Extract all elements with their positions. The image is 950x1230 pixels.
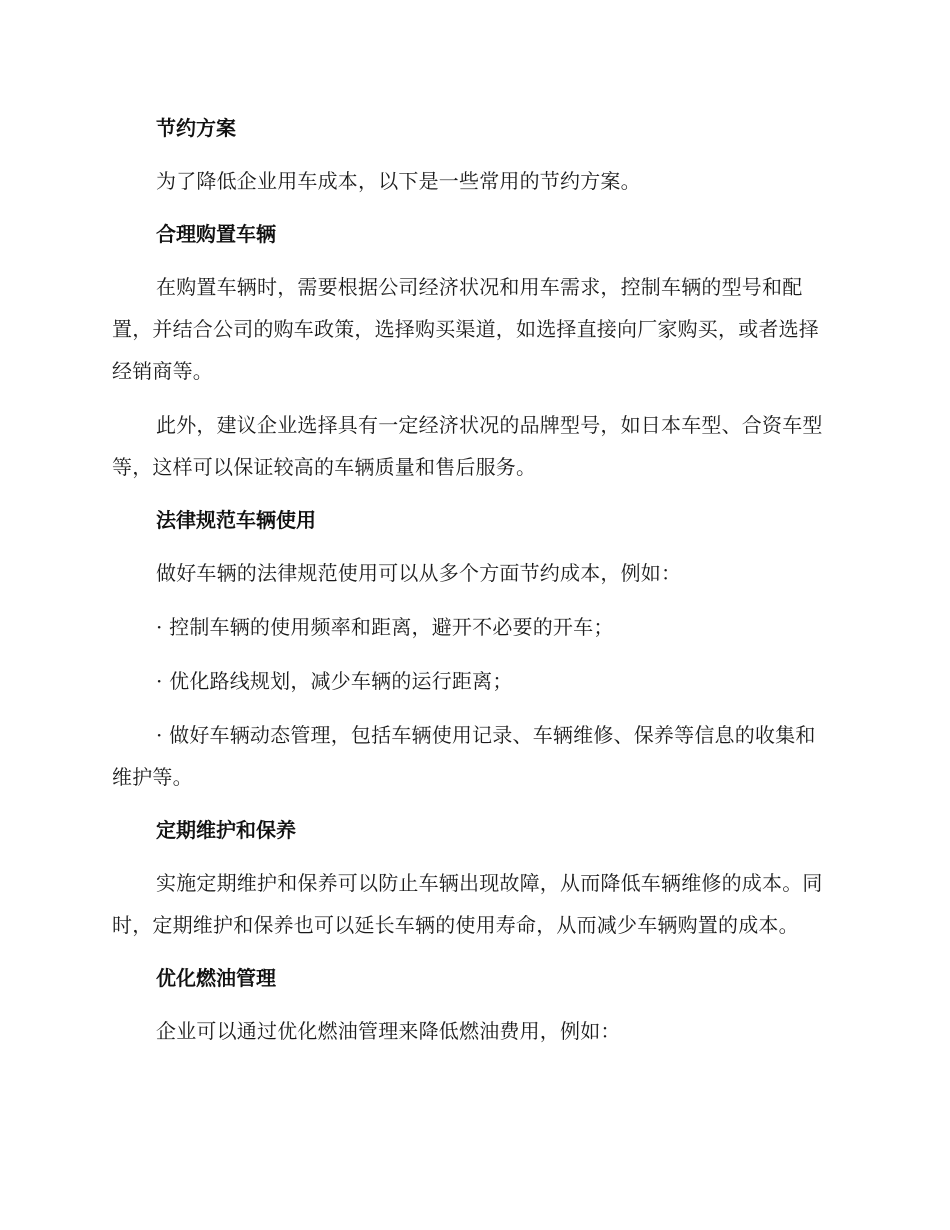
bullet-item-usage-control: · 控制车辆的使用频率和距离，避开不必要的开车； [156, 615, 614, 639]
paragraph-savings-intro: 为了降低企业用车成本，以下是一些常用的节约方案。 [156, 169, 641, 193]
paragraph-vehicle-purchase: 在购置车辆时，需要根据公司经济状况和用车需求，控制车辆的型号和配置，并结合公司的购车政策，选择购买渠道，如选择直接向厂家购买，或者选择经销商等。 [112, 275, 819, 383]
paragraph-legal-use-intro: 做好车辆的法律规范使用可以从多个方面节约成本，例如： [156, 561, 682, 585]
section-heading-maintenance: 定期维护和保养 [156, 818, 296, 842]
bullet-item-route-planning: · 优化路线规划，减少车辆的运行距离； [156, 669, 513, 693]
paragraph-maintenance: 实施定期维护和保养可以防止车辆出现故障，从而降低车辆维修的成本。同时，定期维护和保养也可以延长车辆的使用寿命，从而减少车辆购置的成本。 [112, 871, 823, 937]
section-heading-savings-plan: 节约方案 [156, 116, 236, 140]
paragraph-fuel-management: 企业可以通过优化燃油管理来降低燃油费用，例如： [156, 1019, 621, 1043]
bullet-item-dynamic-management: · 做好车辆动态管理，包括车辆使用记录、车辆维修、保养等信息的收集和维护等。 [112, 723, 816, 789]
paragraph-brand-recommendation: 此外，建议企业选择具有一定经济状况的品牌型号，如日本车型、合资车型等，这样可以保证较高的车辆质量和售后服务。 [112, 413, 823, 479]
section-heading-vehicle-purchase: 合理购置车辆 [156, 222, 276, 246]
section-heading-legal-use: 法律规范车辆使用 [156, 508, 316, 532]
section-heading-fuel-management: 优化燃油管理 [156, 966, 276, 990]
